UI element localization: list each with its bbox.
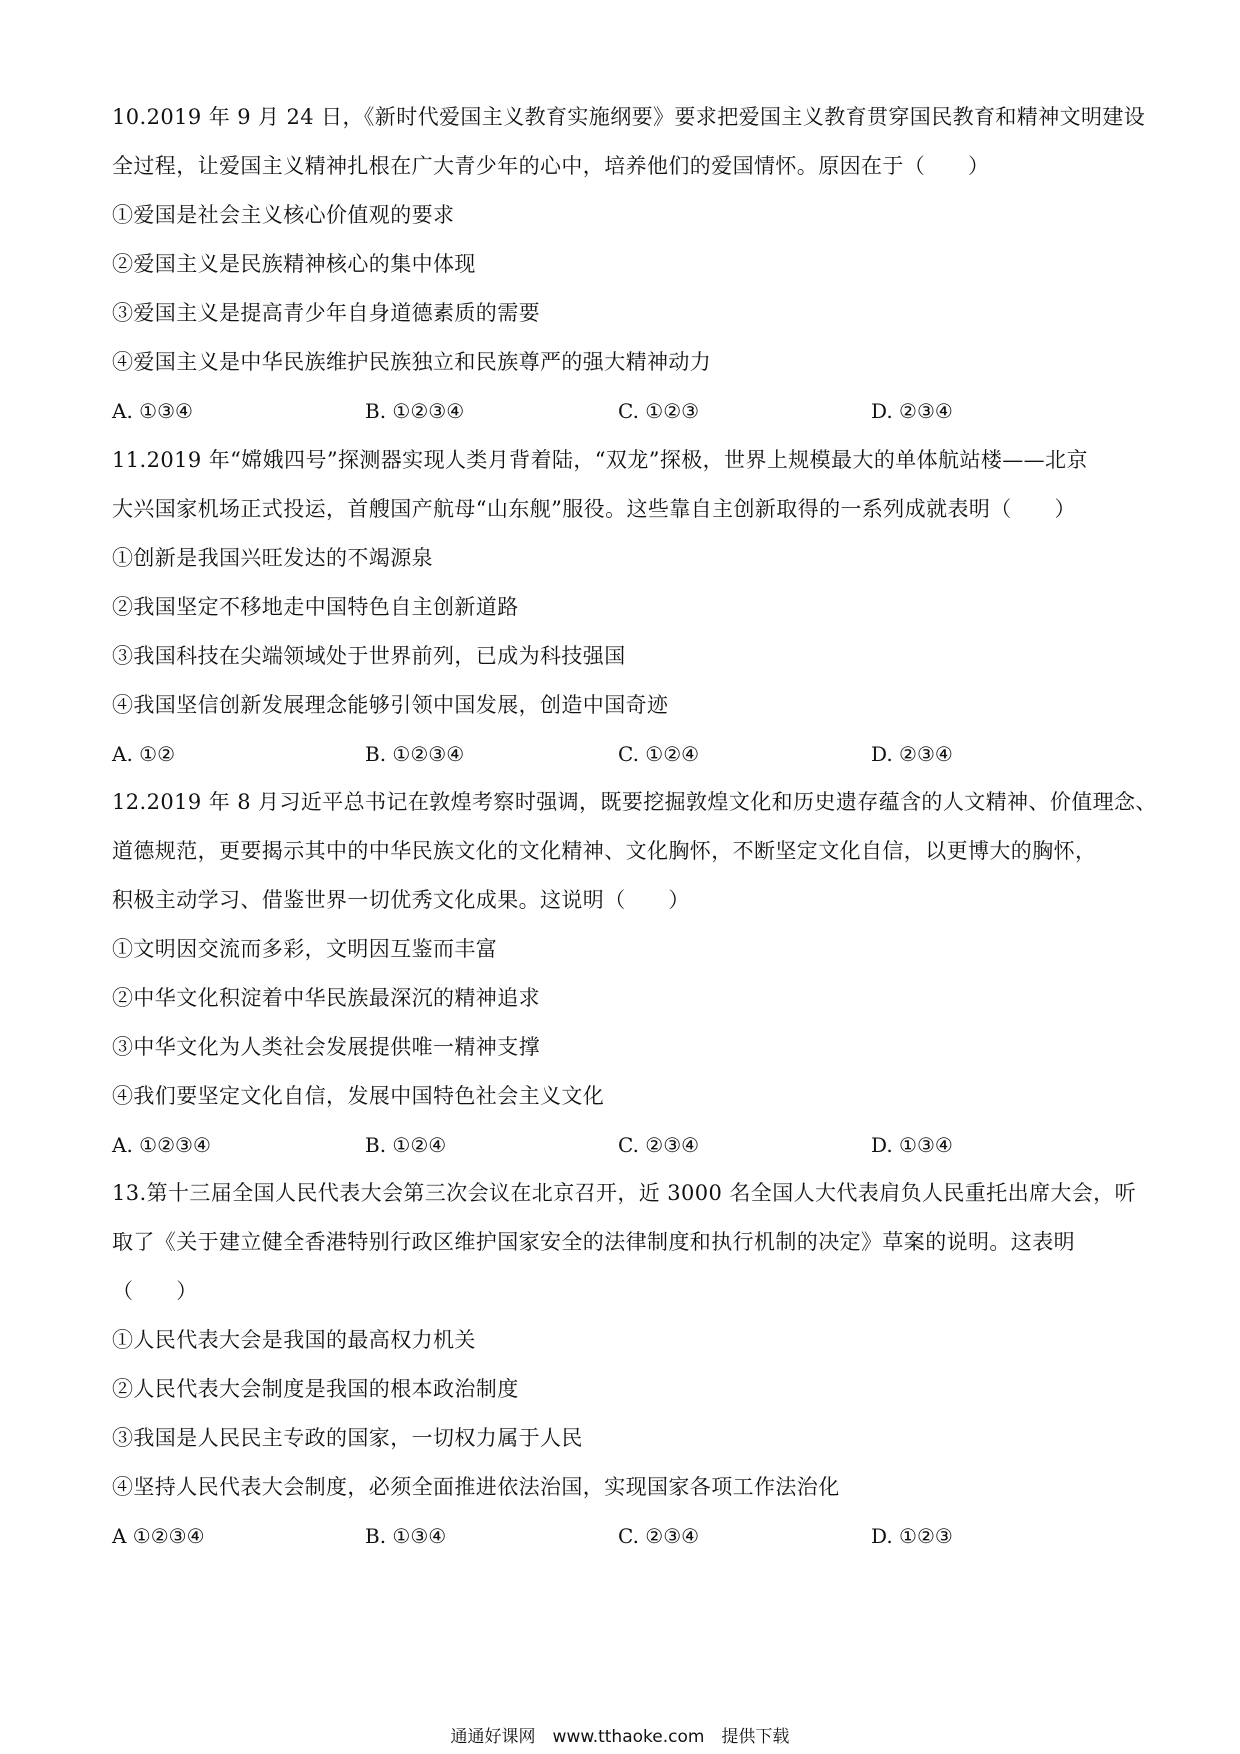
question-stem-line: 13.第十三届全国人民代表大会第三次会议在北京召开，近 3000 名全国人大代表肩负人民重托出席大会，听 [112,1181,1136,1205]
option-statement: ④爱国主义是中华民族维护民族独立和民族尊严的强大精神动力 [112,350,712,374]
option-statement: ②中华文化积淀着中华民族最深沉的精神追求 [112,986,540,1010]
question-stem-line: 全过程，让爱国主义精神扎根在广大青少年的心中，培养他们的爱国情怀。原因在于（ ） [112,154,990,178]
answer-choices [112,387,1142,436]
choice-c: C. ①②④ [618,742,700,766]
option-statement: ④坚持人民代表大会制度，必须全面推进依法治国，实现国家各项工作法治化 [112,1475,840,1499]
question-11 [112,436,1142,779]
option-statement: ③中华文化为人类社会发展提供唯一精神支撑 [112,1035,540,1059]
option-statement: ③我国是人民民主专政的国家，一切权力属于人民 [112,1426,583,1450]
option-statement: ②我国坚定不移地走中国特色自主创新道路 [112,595,519,619]
question-stem-line: 道德规范，更要揭示其中的中华民族文化的文化精神、文化胸怀，不断坚定文化自信，以更博大的胸怀， [112,839,1097,863]
question-stem-line: 11.2019 年“嫦娥四号”探测器实现人类月背着陆，“双龙”探极，世界上规模最大的单体航站楼——北京 [112,448,1088,472]
choice-a: A. ①②③④ [112,1133,211,1157]
question-stem-line: 取了《关于建立健全香港特别行政区维护国家安全的法律制度和执行机制的决定》草案的说明。这表明 [112,1230,1075,1254]
choice-a: A. ①③④ [112,399,193,423]
answer-choices [112,730,1142,779]
question-stem-line: 积极主动学习、借鉴世界一切优秀文化成果。这说明（ ） [112,888,690,912]
choice-d: D. ①③④ [871,1133,953,1157]
page-footer: 通通好课网 www.tthaoke.com 提供下载 [450,1727,790,1747]
question-stem-line: 10.2019 年 9 月 24 日，《新时代爱国主义教育实施纲要》要求把爱国主义教育贯穿国民教育和精神文明建设 [112,105,1146,129]
choice-b: B. ①②③④ [365,742,465,766]
option-statement: ④我们要坚定文化自信，发展中国特色社会主义文化 [112,1084,605,1108]
choice-c: C. ①②③ [618,399,700,423]
choice-c: C. ②③④ [618,1524,700,1548]
choice-a: A ①②③④ [112,1524,205,1548]
choice-b: B. ①②④ [365,1133,447,1157]
option-statement: ④我国坚信创新发展理念能够引领中国发展，创造中国奇迹 [112,693,669,717]
choice-b: B. ①②③④ [365,399,465,423]
option-statement: ①人民代表大会是我国的最高权力机关 [112,1328,476,1352]
option-statement: ②人民代表大会制度是我国的根本政治制度 [112,1377,519,1401]
option-statement: ①文明因交流而多彩，文明因互鉴而丰富 [112,937,498,961]
choice-b: B. ①③④ [365,1524,447,1548]
question-13 [112,1169,1142,1561]
choice-c: C. ②③④ [618,1133,700,1157]
option-statement: ③我国科技在尖端领域处于世界前列，已成为科技强国 [112,644,626,668]
option-statement: ③爱国主义是提高青少年自身道德素质的需要 [112,301,540,325]
choice-d: D. ②③④ [871,742,953,766]
question-10 [112,93,1146,436]
answer-choices [112,1512,1142,1561]
choice-d: D. ②③④ [871,399,953,423]
question-stem-line: （ ） [112,1279,198,1303]
choice-a: A. ①② [112,742,176,766]
answer-choices [112,1121,1142,1170]
option-statement: ①创新是我国兴旺发达的不竭源泉 [112,546,433,570]
option-statement: ②爱国主义是民族精神核心的集中体现 [112,252,476,276]
option-statement: ①爱国是社会主义核心价值观的要求 [112,203,455,227]
question-stem-line: 12.2019 年 8 月习近平总书记在敦煌考察时强调，既要挖掘敦煌文化和历史遗存蕴含的人文精神、价值理念、 [112,790,1157,814]
choice-d: D. ①②③ [871,1524,953,1548]
question-12 [112,778,1157,1170]
question-stem-line: 大兴国家机场正式投运，首艘国产航母“山东舰”服役。这些靠自主创新取得的一系列成就表明（ ） [112,497,1076,521]
